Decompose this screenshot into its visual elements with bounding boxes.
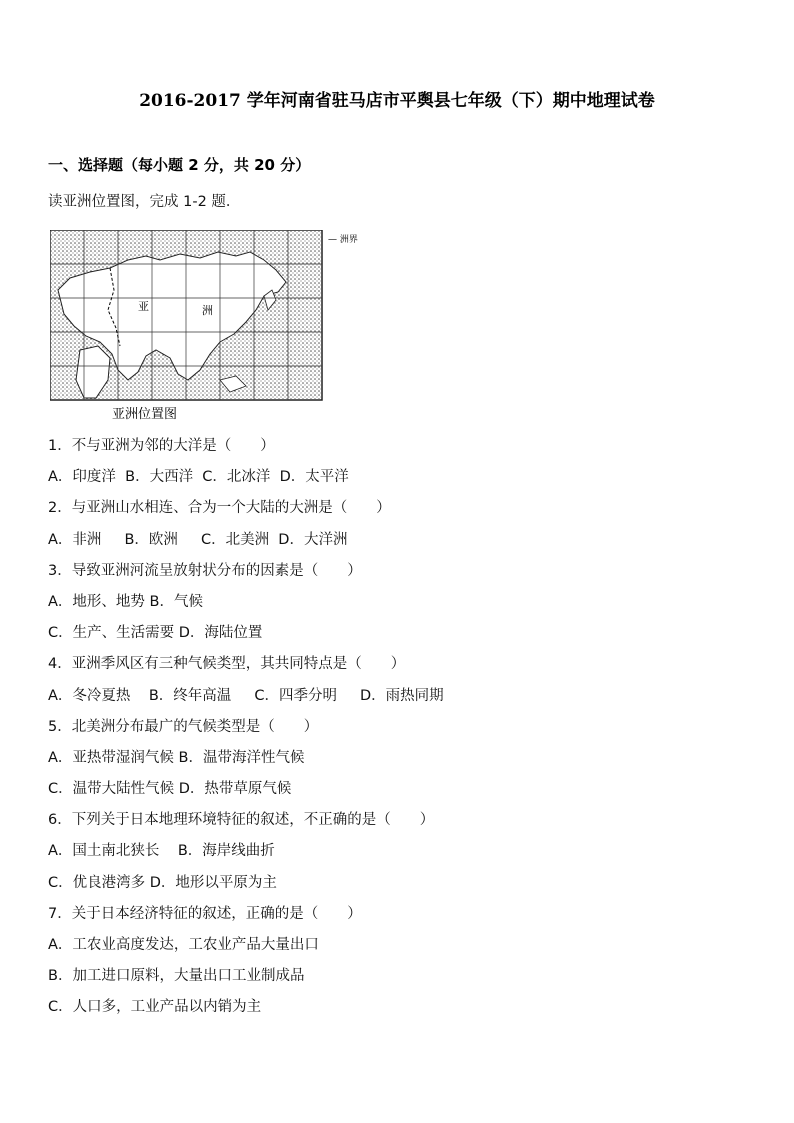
asia-location-map	[50, 230, 380, 425]
map-label-ya: 亚	[138, 300, 149, 313]
map-figure	[50, 230, 380, 425]
question-1-options: A．印度洋 B．大西洋 C．北冰洋 D．太平洋	[48, 469, 349, 486]
question-2-options: A．非洲 B．欧洲 C．北美洲 D．大洋洲	[48, 531, 348, 548]
question-4-options: A．冬冷夏热 B．终年高温 C．四季分明 D．雨热同期	[48, 687, 444, 704]
question-7-option-b: B．加工进口原料，大量出口工业制成品	[48, 968, 305, 985]
question-6: 6．下列关于日本地理环境特征的叙述，不正确的是（ ）	[48, 812, 435, 829]
question-7-option-c: C．人口多，工业产品以内销为主	[48, 999, 262, 1016]
section-heading: 一、选择题（每小题 2 分，共 20 分）	[48, 156, 311, 174]
question-3-options-ab: A．地形、地势 B．气候	[48, 593, 203, 610]
question-5-options-cd: C．温带大陆性气候 D．热带草原气候	[48, 781, 292, 798]
question-6-options-ab: A．国土南北狭长 B．海岸线曲折	[48, 843, 275, 860]
question-7: 7．关于日本经济特征的叙述，正确的是（ ）	[48, 905, 362, 922]
question-2: 2．与亚洲山水相连、合为一个大陆的大洲是（ ）	[48, 500, 391, 517]
question-3: 3．导致亚洲河流呈放射状分布的因素是（ ）	[48, 562, 362, 579]
intro-text: 读亚洲位置图，完成 1-2 题．	[48, 194, 241, 210]
question-4: 4．亚洲季风区有三种气候类型，其共同特点是（ ）	[48, 656, 406, 673]
map-legend: — 洲界	[328, 235, 358, 245]
question-5: 5．北美洲分布最广的气候类型是（ ）	[48, 718, 319, 735]
question-5-options-ab: A．亚热带湿润气候 B．温带海洋性气候	[48, 749, 305, 766]
question-6-options-cd: C．优良港湾多 D．地形以平原为主	[48, 874, 277, 891]
question-7-option-a: A．工农业高度发达，工农业产品大量出口	[48, 937, 319, 953]
exam-title: 2016-2017 学年河南省驻马店市平舆县七年级（下）期中地理试卷	[139, 91, 655, 111]
map-label-zhou: 洲	[202, 304, 213, 317]
map-caption: 亚洲位置图	[112, 407, 178, 422]
question-1: 1．不与亚洲为邻的大洋是（ ）	[48, 438, 275, 454]
question-3-options-cd: C．生产、生活需要 D．海陆位置	[48, 625, 263, 642]
question-list	[48, 436, 768, 1029]
